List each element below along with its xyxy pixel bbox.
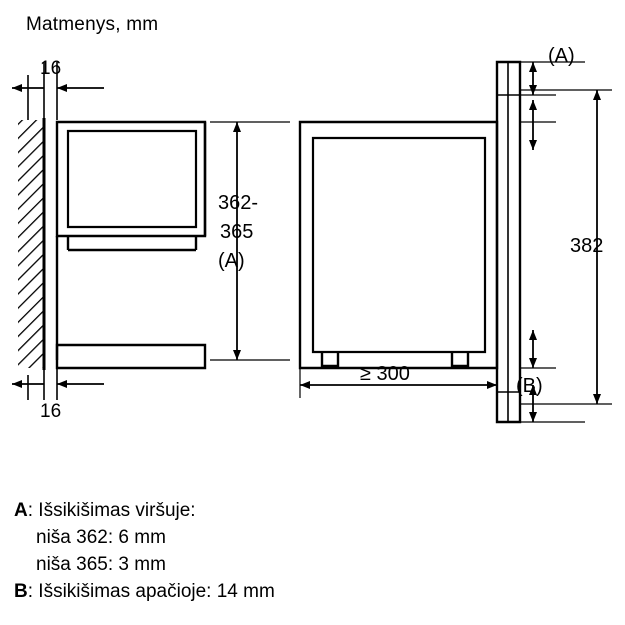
- marker-b-bottom: (B): [516, 375, 543, 397]
- dim-depth: ≥ 300: [360, 363, 410, 385]
- marker-a-top: (A): [548, 45, 575, 67]
- dim-niche-height-note-a: (A): [218, 250, 245, 272]
- note-a-sub2-row: [14, 551, 614, 578]
- note-a-sub2: niša 365: 3 mm: [36, 554, 166, 575]
- note-b-key: B: [14, 581, 28, 602]
- dim-niche-height-line2: 365: [220, 221, 254, 243]
- note-b-row: [14, 578, 614, 605]
- dim-bottom-left-offset: 16: [40, 401, 62, 422]
- note-a-sub1: niša 362: 6 mm: [36, 527, 166, 548]
- dim-top-left-offset: 16: [40, 58, 62, 79]
- note-a-text: : Išsikišimas viršuje:: [27, 500, 196, 521]
- note-a-row: [14, 497, 614, 524]
- dim-total-height: 382: [570, 235, 604, 257]
- page-title: Matmenys, mm: [26, 14, 159, 35]
- note-b-text: : Išsikišimas apačioje: 14 mm: [27, 581, 275, 602]
- note-a-sub1-row: [14, 524, 614, 551]
- dim-niche-height-line1: 362-: [218, 192, 259, 214]
- notes-block: [14, 497, 614, 605]
- note-a-key: A: [14, 500, 28, 521]
